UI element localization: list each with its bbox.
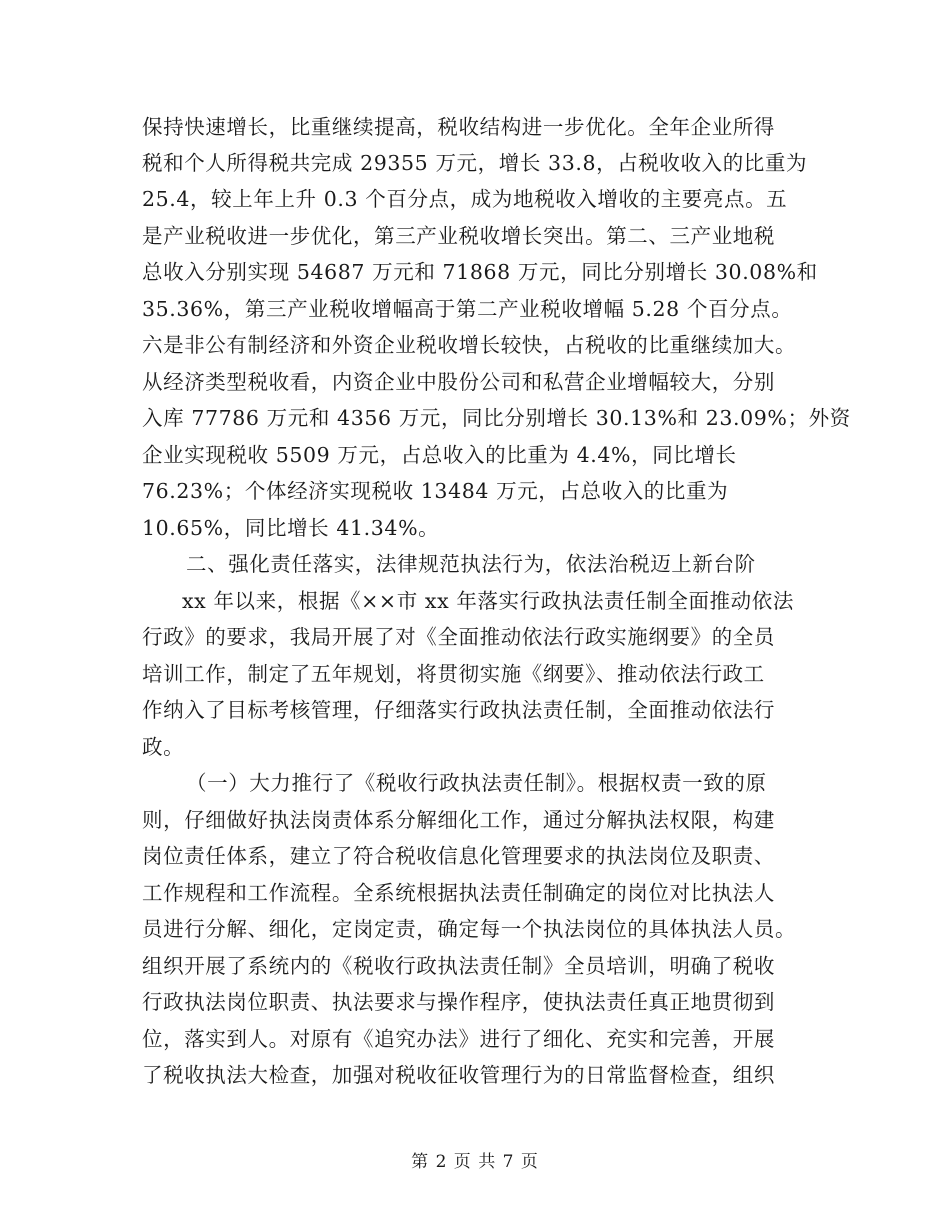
text-line: 作纳入了目标考核管理，仔细落实行政执法责任制，全面推动依法行	[142, 698, 775, 722]
text-line: 六是非公有制经济和外资企业税收增长较快，占税收的比重继续加大。	[142, 333, 797, 357]
subsection-heading: （一）大力推行了《税收行政执法责任制》。根据权责一致的原	[186, 771, 767, 795]
text-line: 行政》的要求，我局开展了对《全面推动依法行政实施纲要》的全员	[142, 625, 775, 649]
text-line: 岗位责任体系，建立了符合税收信息化管理要求的执法岗位及职责、	[142, 844, 775, 868]
text-line: 76.23%；个体经济实现税收 13484 万元，占总收入的比重为	[142, 479, 729, 503]
text-line: 保持快速增长，比重继续提高，税收结构进一步优化。全年企业所得	[142, 115, 775, 139]
text-line: 培训工作，制定了五年规划，将贯彻实施《纲要》、推动依法行政工	[142, 662, 765, 686]
text-line: 政。	[142, 735, 185, 759]
text-line: 从经济类型税收看，内资企业中股份公司和私营企业增幅较大，分别	[142, 370, 775, 394]
text-line: 税和个人所得税共完成 29355 万元，增长 33.8，占税收收入的比重为	[142, 151, 808, 175]
text-line: 10.65%，同比增长 41.34%。	[142, 516, 440, 540]
text-line: 员进行分解、细化，定岗定责，确定每一个执法岗位的具体执法人员。	[142, 917, 797, 941]
text-line: 位，落实到人。对原有《追究办法》进行了细化、充实和完善，开展	[142, 1027, 775, 1051]
text-line: 工作规程和工作流程。全系统根据执法责任制确定的岗位对比执法人	[142, 881, 775, 905]
text-line: xx 年以来，根据《××市 xx 年落实行政执法责任制全面推动依法	[182, 589, 794, 613]
text-line: 则，仔细做好执法岗责体系分解细化工作，通过分解执法权限，构建	[142, 808, 775, 832]
text-line: 组织开展了系统内的《税收行政执法责任制》全员培训，明确了税收	[142, 954, 775, 978]
section-heading: 二、强化责任落实，法律规范执法行为，依法治税迈上新台阶	[186, 552, 756, 576]
page-number: 第 2 页 共 7 页	[411, 1152, 539, 1172]
text-line: 入库 77786 万元和 4356 万元，同比分别增长 30.13%和 23.09%；外资	[142, 406, 851, 430]
text-line: 35.36%，第三产业税收增幅高于第二产业税收增幅 5.28 个百分点。	[142, 297, 793, 321]
text-line: 总收入分别实现 54687 万元和 71868 万元，同比分别增长 30.08%和	[142, 260, 818, 284]
text-line: 25.4，较上年上升 0.3 个百分点，成为地税收入增收的主要亮点。五	[142, 187, 788, 211]
text-line: 企业实现税收 5509 万元，占总收入的比重为 4.4%，同比增长	[142, 443, 737, 467]
text-line: 了税收执法大检查，加强对税收征收管理行为的日常监督检查，组织	[142, 1063, 775, 1087]
text-line: 是产业税收进一步优化，第三产业税收增长突出。第二、三产业地税	[142, 224, 775, 248]
text-line: 行政执法岗位职责、执法要求与操作程序，使执法责任真正地贯彻到	[142, 990, 775, 1014]
